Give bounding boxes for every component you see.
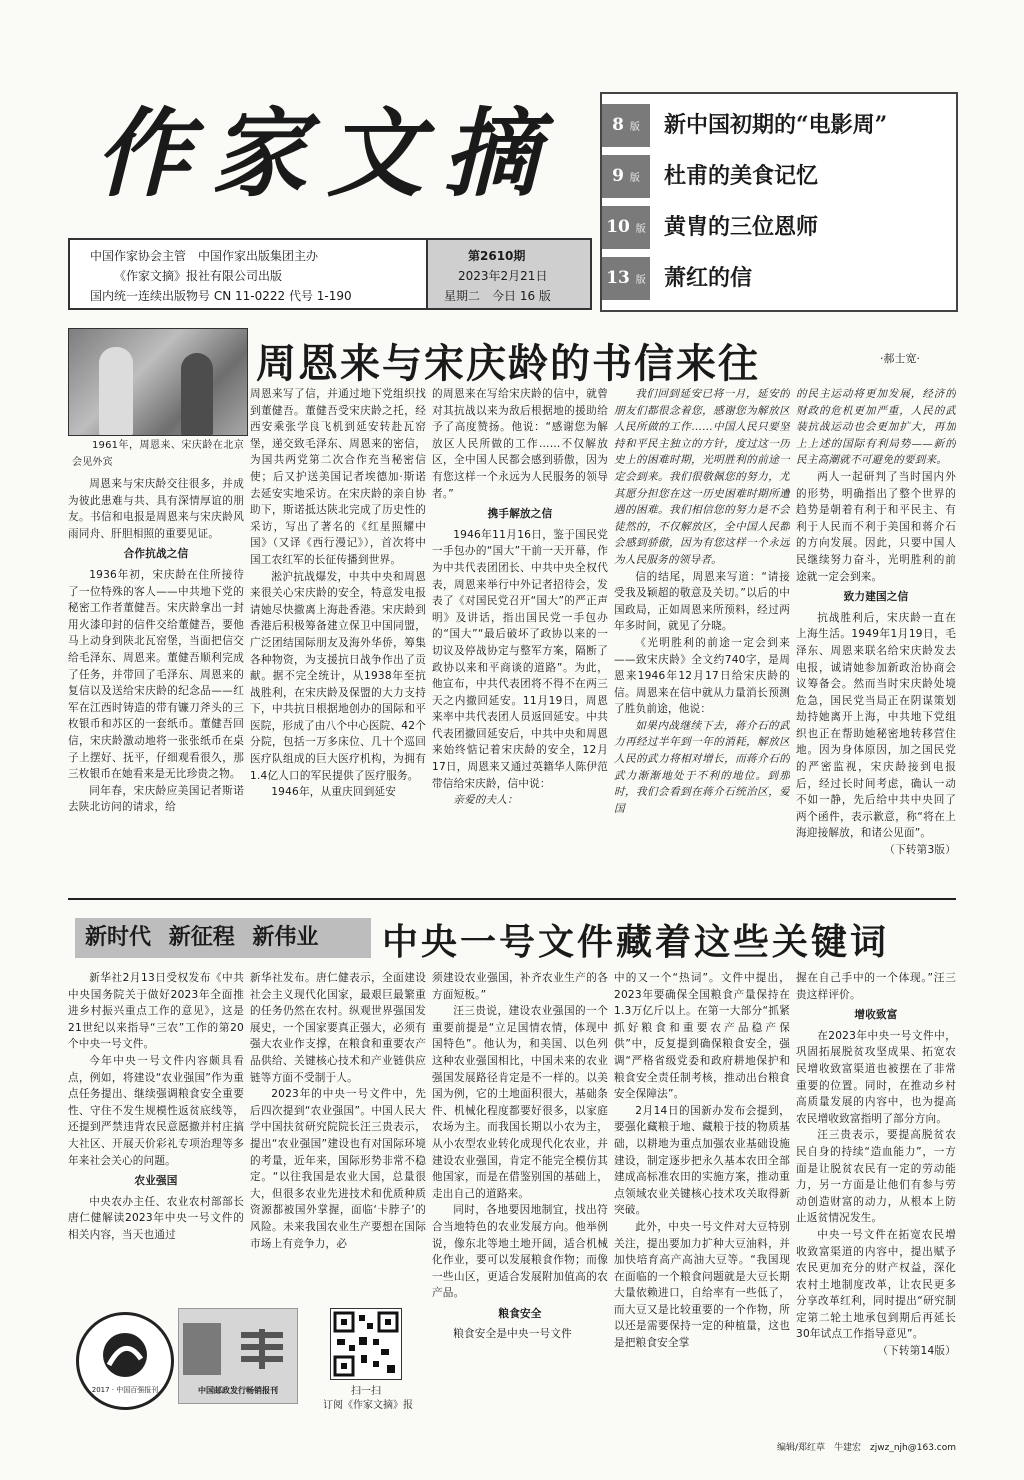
post-bestseller-logo: [178, 1308, 298, 1404]
paragraph: 粮食安全是中央一号文件: [453, 1328, 572, 1341]
article-1-column-3: [432, 386, 608, 888]
paragraph: 2月14日的国新办发布会提到，要强化藏粮于地、藏粮于技的物质基础，以耕地为重点加强农业基础设施建设，制定逐步把永久基本农田全部建成高标准农田的实施方案，推动重点领域农业关键核心技术攻关取得新突破。: [614, 1104, 790, 1217]
paragraph: 此外，中央一号文件对大豆特别关注，提出要加力扩种大豆油料，并加快培育高产高油大豆等。“我国现在面临的一个粮食问题就是大豆长期大量依赖进口，自给率有一些低了，而大豆又是比较重要的一个作物，所以还是需要保持一定的种植量，这也是把粮食安全掌: [614, 1220, 790, 1350]
paragraph: 中央农办主任、农业农村部部长唐仁健解读2023年中央一号文件的相关内容，当天也通过: [68, 1195, 244, 1241]
qr-code-icon: [331, 1309, 401, 1379]
paragraph: 汪三贵说，建设农业强国的一个重要前提是“立足国情农情，体现中国特色”。他认为，和美国、以色列这种农业强国相比，中国未来的农业强国发展路径肯定是不一样的。以美国为例，它的土地面积很大，基础条件、机械化程度都要好很多，以家庭农场为主。而我国长期以小农为主，从小农型农业转化成现代化农业，并建设农业强国，肯定不能完全模仿其他国家，而是在借鉴别国的基础上，走出自己的道路来。: [432, 1005, 608, 1200]
photo-figure-left: [99, 347, 133, 435]
toc-page-number: 10 版: [602, 206, 650, 249]
top100-newspaper-logo: [76, 1312, 174, 1410]
paragraph: 周恩来写了信，并通过地下党组织找到董健吾。董健吾受宋庆龄之托，经西安乘张学良飞机到延安转赴瓦窑堡，递交致毛泽东、周恩来的密信，为国共两党第二次合作充当秘密信使；后又护送美国记者埃德加·斯诺去延安实地采访。在宋庆龄的亲自协助下，斯诺抵达陕北完成了历史性的采访，写出了著名的《红星照耀中国》（又译《西行漫记》），首次将中国工农红军的长征传播到世界。: [250, 388, 426, 566]
article-2-column-4: [614, 970, 790, 1438]
issue-number: 第2610期: [468, 249, 526, 263]
bestseller-badge: [183, 1323, 221, 1375]
article-1-column-4: [614, 386, 790, 888]
publisher-line-2: 《作家文摘》报社有限公司出版: [114, 269, 283, 283]
paragraph: 在2023年中央一号文件中，巩固拓展脱贫攻坚成果、拓宽农民增收致富渠道也被摆在了非常重要的位置。同时，在推动乡村高质量发展的内容中，也为提高农民增收致富指明了部分方向。: [796, 1029, 956, 1125]
article-1-column-1: [68, 476, 244, 888]
toc-title: 黄胄的三位恩师: [664, 214, 819, 240]
banner-word: 新征程: [168, 925, 235, 950]
subheading: 农业强国: [134, 1175, 178, 1188]
continuation-note: （下转第14版）: [877, 1345, 956, 1358]
paragraph: 今年中央一号文件内容颇具看点，例如，将建设“农业强国”作为重点任务提出、继续强调粮食安全重要性、守住不发生规模性返贫底线等，还提到严禁违背农民意愿撤并村庄搞大社区、开展天价彩礼专项治理等多年来社会关心的问题。: [68, 1054, 244, 1167]
photo-figure-right: [181, 353, 213, 435]
theme-banner: [75, 918, 371, 958]
paragraph: 新华社2月13日受权发布《中共中央国务院关于做好2023年全面推进乡村振兴重点工作的意见》，这是21世纪以来指导“三农”工作的第20个中央一号文件。: [68, 972, 244, 1051]
article-2-column-5: [796, 970, 956, 1438]
table-of-contents: [600, 92, 958, 312]
letter-quote: 的民主运动将更加发展，经济的财政的危机更加严重，人民的武装抗战运动也会更加扩大，再加上上述的国际有利局势——新的民主高潮就不可避免的要到来。: [796, 388, 956, 467]
article-1-byline: ·郝士宽·: [880, 352, 920, 365]
qr-caption-subscribe: 订阅《作家文摘》报: [323, 1400, 413, 1411]
issue-cell: [428, 240, 590, 308]
toc-page-number: 9 版: [602, 155, 650, 198]
subheading: 合作抗战之信: [123, 548, 189, 561]
toc-item[interactable]: [602, 206, 956, 249]
paragraph: 抗战胜利后，宋庆龄一直在上海生活。1949年1月19日，毛泽东、周恩来联名给宋庆龄发去电报，诚请她参加新政治协商会议筹备会。然而当时宋庆龄处境危急，国民党当局正在阴谋策划劫持她离开上海，中共地下党组织也正在帮助她秘密地转移营住地。因为身体原因，加之国民党的严密监视，宋庆龄接到电报后，经过长时间考虑，确认一动不如一静，先后给中共中央回了两个函件，表示歉意，称“将在上海迎接解放，和诸公见面”。: [796, 611, 956, 840]
article-2-column-1: [68, 970, 244, 1288]
subheading: 致力建国之信: [843, 591, 909, 604]
publication-info-box: [68, 238, 592, 310]
subscribe-qr-code[interactable]: [330, 1308, 402, 1380]
toc-item[interactable]: [602, 104, 956, 147]
issue-weekday: 星期二 今日 16 版: [444, 289, 551, 303]
subheading: 粮食安全: [498, 1307, 542, 1320]
toc-title: 萧红的信: [664, 265, 753, 291]
paragraph: 的周恩来在写给宋庆龄的信中，就曾对其抗战以来为敌后根据地的援助给予了高度赞扬。他说：“感谢您为解放区人民所做的工作……不仅解放区，全中国人民都会感到骄傲，因为有您这样一个永远为人民服务的领导者。”: [432, 388, 608, 500]
logo-caption: 2017 · 中国百强报刊: [91, 1386, 159, 1394]
qr-caption-scan: 扫一扫: [351, 1386, 381, 1397]
publisher-line-1: 中国作家协会主管 中国作家出版集团主办: [90, 249, 319, 263]
paragraph: 同时，各地要因地制宜，找出符合当地特色的农业发展方向。他举例说，像东北等地土地开阔，适合机械化作业，要可以发展粮食作物；而像一些山区，更适合发展附加值高的农产品。: [432, 1204, 608, 1300]
paragraph: 握在自己手中的一个体现。”汪三贵这样评价。: [796, 972, 956, 1001]
article-1-column-2: [250, 386, 426, 888]
continuation-note: （下转第3版）: [884, 844, 956, 857]
subheading: 增收致富: [854, 1009, 898, 1022]
subheading: 携手解放之信: [487, 508, 553, 521]
article-2-headline: 中央一号文件藏着这些关键词: [382, 921, 890, 963]
article-2-column-2: [250, 970, 426, 1288]
toc-item[interactable]: [602, 257, 956, 300]
paragraph: 中央一号文件在拓宽农民增收致富渠道的内容中，提出赋予农民更加充分的财产权益，深化农村土地制度改革，让农民更多分享改革红利，同时提出“研究制定第二轮土地承包到期后再延长30年试点工作指导意见”。: [796, 1228, 956, 1341]
issue-date: 2023年2月21日: [458, 269, 548, 283]
toc-page-number: 8 版: [602, 104, 650, 147]
editor-credit: 编辑/郑红草 牛建宏 zjwz_njh@163.com: [776, 1443, 956, 1453]
photo-caption: 1961年，周恩来、宋庆龄在北京会见外宾: [72, 440, 244, 468]
toc-item[interactable]: [602, 155, 956, 198]
letter-quote: 如果内战继续下去，蒋介石的武力再经过半年到一年的消耗，解放区人民的武力将相对增长，而蒋介石的武力渐渐地处于不利的地位。到那时，我们会看到在蒋介石统治区，爱国: [614, 719, 790, 815]
paragraph: 1946年11月16日，鉴于国民党一手包办的“国大”干前一天开幕，作为中共代表团团长、中共中央全权代表，周恩来举行中外记者招待会，发表了《对国民党召开“国大”的严正声明》及讲话，指出国民党一手包办的“国大”“最后破坏了政协以来的一切议及停战协定与整军方案，隔断了政协以来和平商谈的道路”。为此，他宣布，中共代表团将不得不在两三天之内撤回延安。11月19日，周恩来率中共代表团人员返回延安。中共代表团撤回延安后，中共中央和周恩来始终惦记着宋庆龄的安全，12月17日，周恩来又通过英籍华人陈伊范带信给宋庆龄，信中说：: [432, 528, 608, 790]
paragraph: 两人一起研判了当时国内外的形势，明确指出了整个世界的趋势是朝着有利于和平民主、有利于人民而不利于美国和蒋介石的方向发展。因此，只要中国人民继续努力奋斗，光明胜利的前途就一定会到来。: [796, 470, 956, 583]
paragraph: 同年春，宋庆龄应美国记者斯诺去陕北访问的请求，给: [68, 784, 244, 814]
paragraph: 信的结尾，周恩来写道：“请接受我及颖超的敬意及关切。”以后的中国政局，正如周恩来所预料，经过两年多时间，就见了分晓。: [614, 570, 790, 633]
paragraph: 1946年，从重庆回到延安: [271, 786, 397, 799]
article-1-photo: [68, 328, 248, 436]
article-2-column-3: [432, 970, 608, 1438]
paragraph: 淞沪抗战爆发，中共中央和周恩来很关心宋庆龄的安全，特意发电报请她尽快撤离上海赴香港。宋庆龄到香港后积极筹备建立保卫中国同盟，广泛团结国际朋友及海外华侨，筹集各种物资，为支援抗日战争作出了贡献。据不完全统计，从1938年至抗战胜利，在宋庆龄及保盟的大力支持下，中共抗日根据地创办的国际和平医院，形成了由八个中心医院、42个分院，包括一万多床位、几十个巡回医疗队组成的巨大医疗机构，为拥有1.4亿人口的军民提供了医疗服务。: [250, 570, 426, 782]
paragraph: 新华社发布。唐仁健表示，全面建设社会主义现代化国家，最艰巨最繁重的任务仍然在农村。纵观世界强国发展史，一个国家要真正强大，必须有强大农业作支撑，在粮食和重要农产品供给、关键核心技术和产业链供应链等方面不受制于人。: [250, 972, 426, 1084]
banner-word: 新伟业: [252, 925, 319, 950]
paragraph: 中的又一个“热词”。文件中提出，2023年要确保全国粮食产量保持在1.3万亿斤以上。在第一大部分“抓紧抓好粮食和重要农产品稳产保供”中，反复提到确保粮食安全，强调“严格省级党委和政府耕地保护和粮食安全责任制考核，推动出台粮食安全保障法”。: [614, 972, 790, 1101]
letter-quote: 我们回到延安已将一月，延安的朋友们都很念着您，感谢您为解放区人民所做的工作……中国人民只要坚持和平民主独立的方针，度过这一历史上的困难时期，光明胜利的前途一定会到来。我们很敬佩您的努力，尤其愿分担您在这一历史困难时期所遭遇的困难。我们相信您的努力是不会徒然的，不仅解放区，全中国人民都会感到骄傲，因为有您这样一个永远为人民服务的领导者。: [614, 388, 790, 566]
banner-word: 新时代: [85, 925, 152, 950]
paragraph: 1936年初，宋庆龄在住所接待了一位特殊的客人——中共地下党的秘密工作者董健吾。宋庆龄拿出一封用火漆印封的信件交给董健吾，要他马上动身到陕北瓦窑堡，当面把信交给毛泽东、周恩来。董健吾顺利完成了任务，并带回了毛泽东、周恩来的复信以及送给宋庆龄的纪念品——红军在江西时铸造的带有镰刀斧头的三枚银币和苏区的一套纸币。董健吾回信，宋庆龄激动地将一张张纸币在桌子上摆好、抚平，仔细观看很久，那三枚银币在她看来是无比珍贵之物。: [68, 568, 244, 781]
masthead-title: 作家文摘: [95, 97, 559, 210]
paragraph: 周恩来与宋庆龄交往很多，并成为彼此患难与共、具有深情厚谊的朋友。书信和电报是周恩来与宋庆龄风雨同舟、肝胆相照的重要见证。: [68, 478, 244, 540]
toc-title: 杜甫的美食记忆: [664, 163, 819, 189]
publisher-line-3: 国内统一连续出版物号 CN 11-0222 代号 1-190: [90, 289, 352, 303]
paragraph: 亲爱的夫人：: [453, 794, 518, 807]
paragraph: 2023年的中央一号文件中，先后四次提到“农业强国”。中国人民大学中国扶贫研究院院长汪三贵表示，提出“农业强国”建设也有对国际环境的考量，近年来，国际形势非常不稳定。“以往我国是农业大国，总量很大，但很多农业先进技术和优质种质资源都被国外掌握，面临‘卡脖子’的风险。未来我国农业生产要想在国际市场上有竞争力，必: [250, 1088, 426, 1250]
logo-caption: 中国邮政发行畅销报刊: [198, 1386, 278, 1395]
toc-title: 新中国初期的“电影周”: [664, 112, 888, 138]
section-divider: [68, 898, 956, 900]
paragraph: 《光明胜利的前途一定会到来——致宋庆龄》全文约740字，是周恩来1946年12月17日给宋庆龄的信。周恩来在信中就从力量消长预测了胜负前途，他说：: [614, 636, 790, 716]
article-1-headline: 周恩来与宋庆龄的书信来往: [256, 341, 760, 387]
article-1-column-5: [796, 386, 956, 888]
paragraph: 汪三贵表示，要提高脱贫农民自身的持续“造血能力”，一方面是让脱贫农民有一定的劳动能力，另一方面是让他们有参与劳动创造财富的动力，从根本上防止返贫情况发生。: [796, 1129, 956, 1225]
toc-page-number: 13 版: [602, 257, 650, 300]
china-post-icon: [237, 1323, 287, 1373]
paragraph: 须建设农业强国，补齐农业生产的各方面短板。”: [432, 972, 608, 1001]
